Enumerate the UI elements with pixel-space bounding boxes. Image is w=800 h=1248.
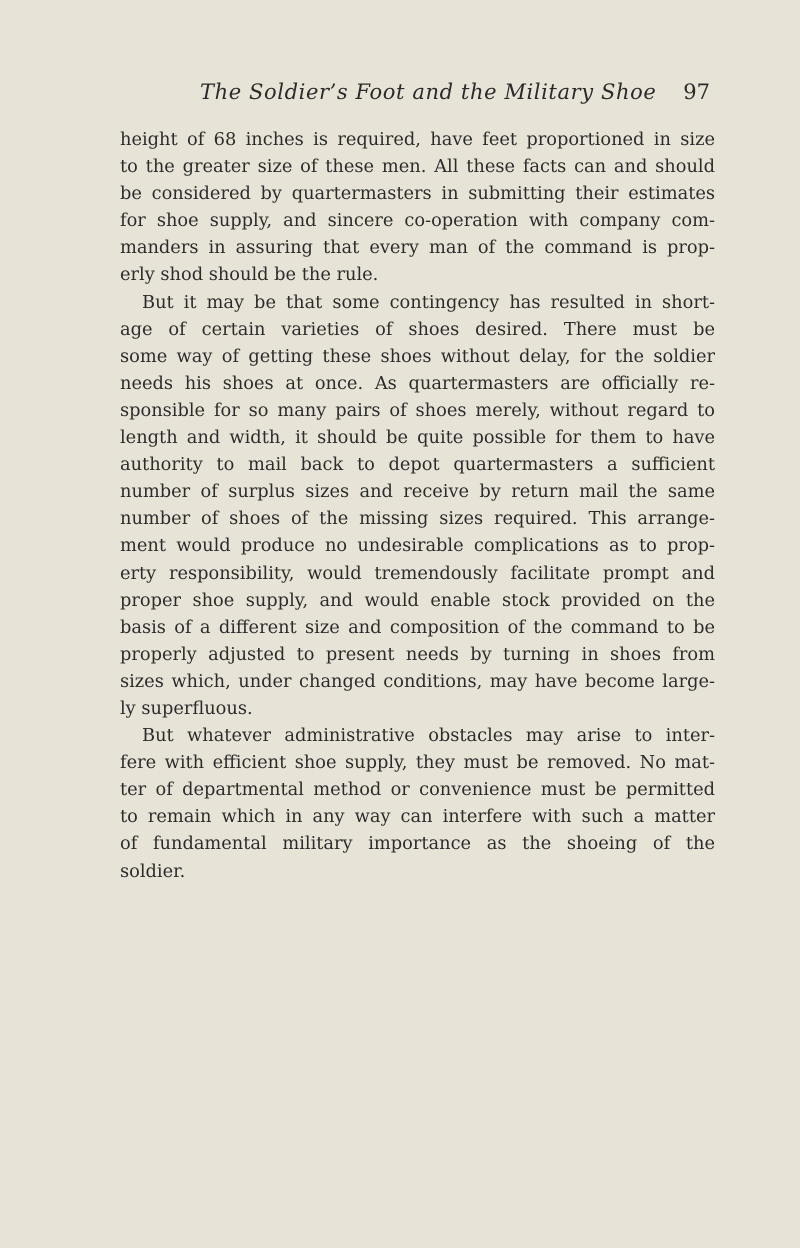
text-line: number of surplus sizes and receive by return mail the same <box>120 481 715 503</box>
text-line: But whatever administrative obstacles may arise to inter- <box>142 725 715 747</box>
text-line: authority to mail back to depot quartermasters a sufficient <box>120 454 715 476</box>
text-line: fere with efficient shoe supply, they must be removed. No mat- <box>120 752 715 774</box>
text-line: erty responsibility, would tremendously facilitate prompt and <box>120 562 715 584</box>
text-line: to remain which in any way can interfere with such a matter <box>120 806 715 828</box>
paragraph-2 <box>120 289 715 723</box>
paragraph-1 <box>120 126 715 289</box>
text-line: soldier. <box>120 860 186 882</box>
text-line: sizes which, under changed conditions, may have become large- <box>120 670 715 692</box>
text-line: of fundamental military importance as the shoeing of the <box>120 833 715 855</box>
text-line: erly shod should be the rule. <box>120 264 379 286</box>
text-line: needs his shoes at once. As quartermasters are officially re- <box>120 372 715 394</box>
running-head <box>118 80 738 120</box>
text-line: length and width, it should be quite possible for them to have <box>120 427 715 449</box>
text-line: some way of getting these shoes without delay, for the soldier <box>120 345 715 367</box>
paragraph-3 <box>120 722 715 885</box>
text-line: ter of departmental method or convenience must be permitted <box>120 779 715 801</box>
text-line: sponsible for so many pairs of shoes merely, without regard to <box>120 399 715 421</box>
text-line: for shoe supply, and sincere co-operation with company com- <box>120 210 715 232</box>
text-line: to the greater size of these men. All these facts can and should <box>120 156 715 178</box>
text-line: ly superfluous. <box>120 697 253 719</box>
text-line: ment would produce no undesirable complications as to prop- <box>120 535 715 557</box>
body-text <box>120 126 715 885</box>
text-line: But it may be that some contingency has resulted in short- <box>142 291 715 313</box>
text-line: basis of a different size and composition of the command to be <box>120 616 715 638</box>
text-line: proper shoe supply, and would enable stock provided on the <box>120 589 715 611</box>
running-title: The Soldier’s Foot and the Military Shoe <box>200 80 657 104</box>
text-line: age of certain varieties of shoes desired. There must be <box>120 318 715 340</box>
text-line: manders in assuring that every man of the command is prop- <box>120 237 715 259</box>
page-number: 97 <box>683 80 710 104</box>
text-line: be considered by quartermasters in submitting their estimates <box>120 183 715 205</box>
text-line: number of shoes of the missing sizes required. This arrange- <box>120 508 715 530</box>
text-line: height of 68 inches is required, have feet proportioned in size <box>120 129 715 150</box>
text-line: properly adjusted to present needs by turning in shoes from <box>120 643 715 665</box>
